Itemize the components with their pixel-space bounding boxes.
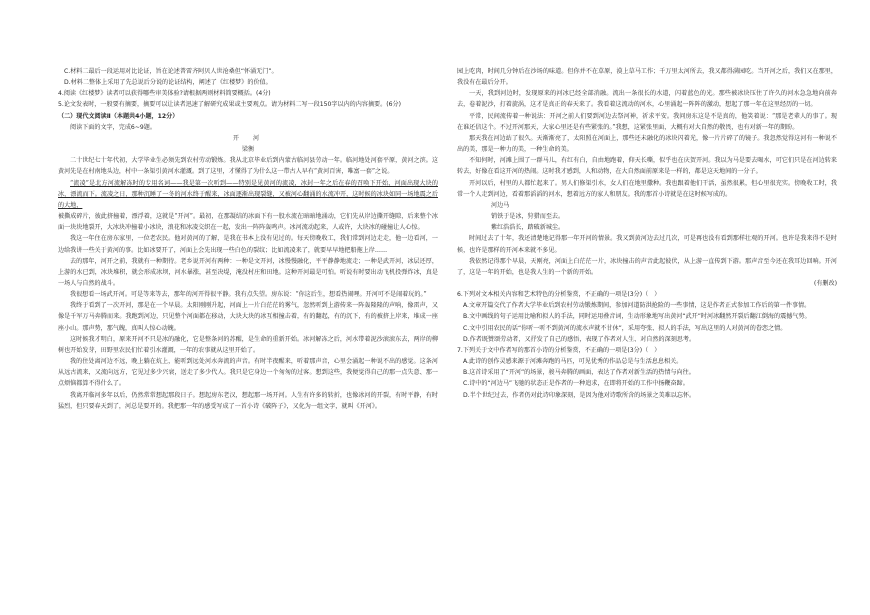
right-column-line: C.文中引用农民的话“你听一听不到黄河的流水声就不甘休”，采用夸张、拟人的手法，写出这里的人对黄河的眷恋之情。 xyxy=(463,324,787,332)
left-column-line: 这时候我才明白，原来开河不只是冰的融化，它是整条河的苏醒，是生命的重新开始。冰河解冻之后，河水带着泥沙滚滚东去，两岸的柳树也开始发芽，田野里农民们忙着引水灌溉，一年的农事就从这里开始了。 xyxy=(58,335,438,354)
right-column-line: 一天，我到河边时，发现原来的河冰已经全部消融。流出一条很长的水道，闪着蓝色的光。那些被冰块压住了许久的河水急急地向前奔去，卷着泥沙，打着旋涡，这才是真正的春天来了。我看着这流动的河水，心里涌起一阵阵的激动，想起了那一年在这里经历的一切。 xyxy=(457,90,837,109)
right-column-line: 销铁于是冰，狩猎而至去。 xyxy=(491,213,565,221)
left-column-line: 4.阅读《红楼梦》读者可以获得哪些审美体验?请根据两则材料简要概括。(4分) xyxy=(58,90,271,98)
right-column-line: 河边马 xyxy=(491,201,510,209)
left-column-line: 我很想看一场武开河。可是等来等去，那年的河开得很平静。我有点失望。房东说：“你这后生，想看热闹哩。开河可不是闹着玩的。” xyxy=(70,291,427,299)
right-column xyxy=(457,66,837,401)
right-column-line: D.半个世纪过去，作者仍对此诗印象深刻，是因为他对诗歌所含的场景之美难以忘怀。 xyxy=(463,391,696,399)
right-column-line: B.这首诗采用了“开河”的场景，骏马奔腾的画面，表达了作者对新生活的热情与向往。 xyxy=(463,369,695,377)
right-column-line: C.诗中的“河边马”飞驰的状态正是作者的一种追求，在即将开始的工作中扬鞭奋蹄。 xyxy=(463,380,689,388)
left-column-line: 阅读下面的文字，完成6~9题。 xyxy=(70,123,156,131)
left-column-line: 梁衡 xyxy=(241,146,255,154)
right-column-line: 那天我在河边站了很久。天渐渐亮了，太阳照在河面上，那些还未融化的冰块闪着光，像一片片碎了的镜子。我忽然觉得这河有一种说不出的美，那是一种力的美，一种生命的美。 xyxy=(457,134,837,154)
left-column-line: 二十世纪七十年代初，大学毕业生必须先到农村劳动锻炼。我从北京毕业后到内蒙古临河县劳动一年。临河地处河套平原，黄河之滨。这黄河先是在村南地头边，村中一条渠引黄河水灌溉。到了这里，才懂得了为什么这一带古人早有“黄河百害，唯富一套”之说。 xyxy=(58,157,438,176)
right-column-line: 平常，民间流传着一种说法：开河之前人们要到河边去祭河神，祈求平安。我问房东这是不是真的，他笑着说：“那是老辈人的事了。现在谁还信这个。不过开河那天，大家心里还是有些紧张的。”我想，这紧张里面，大概有对大自然的敬畏，也有对新一年的期盼。 xyxy=(457,112,837,131)
left-column-line: 我这一年住在房东家里，一位老农民。他对黄河的了解，是我在书本上没有见过的。每天傍晚收工，我们常到河边走走，他一边看河，一边给我讲一些关于黄河的事。比如冰要开了，河面上会先出现一些白色的裂纹；比如流凌来了，就要早早地把船拖上岸…… xyxy=(58,235,438,254)
right-column-line: 开河以后，村里的人都忙起来了。男人们修渠引水，女人们在地里撒种。我也跟着他们干活，虽然很累，但心里很充实。傍晚收工时，我常一个人走到河边，看着那滔滔的河水，想着远方的家人和朋友。我的那首小诗就是在这时候写成的。 xyxy=(457,179,837,198)
left-column-line: 开 河 xyxy=(232,134,264,142)
right-column-line: A.文章开篇交代了作者大学毕业后到农村劳动锻炼期间，参加河道防洪抢险的一些事情，这是作者正式参加工作后的第一件事情。 xyxy=(463,302,811,310)
right-column-line: A.此诗的创作灵感来源于河滩奔跑的马匹，可见优秀的作品总是与生活息息相关。 xyxy=(463,358,683,366)
right-column-line: 我依然记得那个早晨，天刚亮，河面上白茫茫一片，冰块撞击的声音此起彼伏，从上游一直传到下游。那声音至今还在我耳边回响。开河了，这是一年的开始，也是我人生的一个新的开始。 xyxy=(457,257,837,276)
right-column-line: (有删改) xyxy=(813,279,837,287)
left-column xyxy=(58,66,438,412)
right-column-line: 不知何时，河滩上围了一群马儿，有红有白，自由地跑着，仰天长嘶，似乎也在庆贺开河。我以为马是要去喝水，可它们只是在河边转来转去，好像在看这开河的热闹。这时我才感到，人和动物，在大自然面前原来是一样的，都是这天地间的一分子。 xyxy=(457,157,837,176)
left-column-line: （二）现代文阅读Ⅱ（本题共4小题，12分） xyxy=(58,112,179,120)
left-column-line: 去的那年，河开之前，我就有一种期待。老乡说开河有两种：一种是文开河，冰慢慢融化，平平静静地流走；一种是武开河，冰层还厚，上游的水已到，冰块堆积，就会形成冰坝，河水暴涨，甚至决堤，淹没村庄和田地。这种开河最是可怕。听说有时要出动飞机投弹炸冰，真是一场人与自然的战斗。 xyxy=(58,257,438,287)
right-column-line: 园上吃肉，时间几分钟后在沙场的味道。但你并不在草原，漠上草马工作；千万里太河所去，我又都得满园吃。当开河之后，我们又在那里，我没有在最后分开。 xyxy=(457,68,837,87)
left-column-line: 我离开临河多年以后，仍然常常想起那段日子。想起房东老汉，想起那一场开河。人生有许多的转折，也像冰河的开裂，有时平静，有时猛烈，但只要春天到了，河总是要开的。我把那一年的感受写成了一首小诗《破阵子》，又化为一组文字，就叫《开河》。 xyxy=(58,391,438,410)
right-column-line: 时间过去了十年，我还清楚地记得那一年开河的情景。我又到黄河边去过几次，可是再也没有看到那样壮观的开河。也许是我来得不是时候，也许是那样的开河本来就不多见。 xyxy=(457,235,837,254)
left-column-line: 我终于看到了一次开河，那是在一个早晨。太阳刚刚升起，河面上一片白茫茫的雾气，忽然听到上游传来一阵轰隆隆的声响，像雷声，又像是千军万马奔腾而来。我跑到河边，只见整个河面都在移动，大块大块的冰互相撞击着，有的翻起，有的沉下，有的被挤上岸来，堆成一座座小山。那声势，那气魄，真叫人惊心动魄。 xyxy=(58,302,438,332)
right-column-line: 紫红浩浩长，踏破新城尘。 xyxy=(491,224,565,232)
right-column-line: 7.下列关于文中作者写的那首小诗的分析鉴赏，不正确的一项是(3分)（ ） xyxy=(457,346,661,354)
left-column-line: 被撕成碎片，彼此挤撞着，漂浮着，这就是“开河”。最初，在那凝结的冰面下有一股水流在暗暗地涌动，它们先从岸边撕开缝隙，后来整个冰面一块块地裂开，大冰块冲撞着小冰块，浪花和冰凌交织在一起，发出一阵阵轰鸣声。冰河流动起来，人或许，大块冰的碰撞让人心惊。 xyxy=(58,213,438,232)
left-column-line: “流凌”是北方河流解冻时的专用名词——我是第一次听到——特别是见黄河的流凌，冰封一年之后在春的召唤下开始，河面出现大块的冰，漂流而下。流凌之日，那种沉睡了一冬的河水终于醒来，冰面逐渐出现裂缝，又被河心翻涌的水流冲开，这时候的冰块如同一场地震之后的大地， xyxy=(58,179,438,209)
right-column-line: B.文中画线的句子运用比喻和拟人的手法，同时运用叠音词，生动形象地写出黄河“武开”时河冰翻然开裂后翻江倒海的震撼气势。 xyxy=(463,313,811,321)
right-column-line: D.作者既赞颂劳动者，又抒发了自己的感悟，表现了作者对人生、对自然的深刻思考。 xyxy=(463,335,696,343)
left-column-line: D.材料二整体上采用了先总说后分说的论证结构，阐述了《红楼梦》的价值。 xyxy=(64,79,272,87)
left-column-line: 5.论文发表时，一般要有摘要，摘要可以让读者迅速了解研究成果或主要观点。请为材料二写一段150字以内的内容摘要。(6分) xyxy=(58,101,401,109)
left-column-line: C.材料二最后一段运用对比论证，旨在论述普雷齐阿贝人世沧桑但“怀涌无门”。 xyxy=(64,68,278,75)
left-column-line: 我的住处离河边不远，晚上躺在炕上，能听到远处河水奔流的声音。有时半夜醒来，听着那声音，心里会涌起一种说不出的感觉。这条河从远古流来，又流向远方，它见过多少兴衰，送走了多少代人。我只是它身边一个匆匆的过客。想到这些，我便觉得自己的那一点失意、那一点烦恼都算不得什么了。 xyxy=(58,358,438,388)
right-column-line: 6.下列对文本相关内容和艺术特色的分析鉴赏，不正确的一项是(3分)（ ） xyxy=(457,291,661,299)
